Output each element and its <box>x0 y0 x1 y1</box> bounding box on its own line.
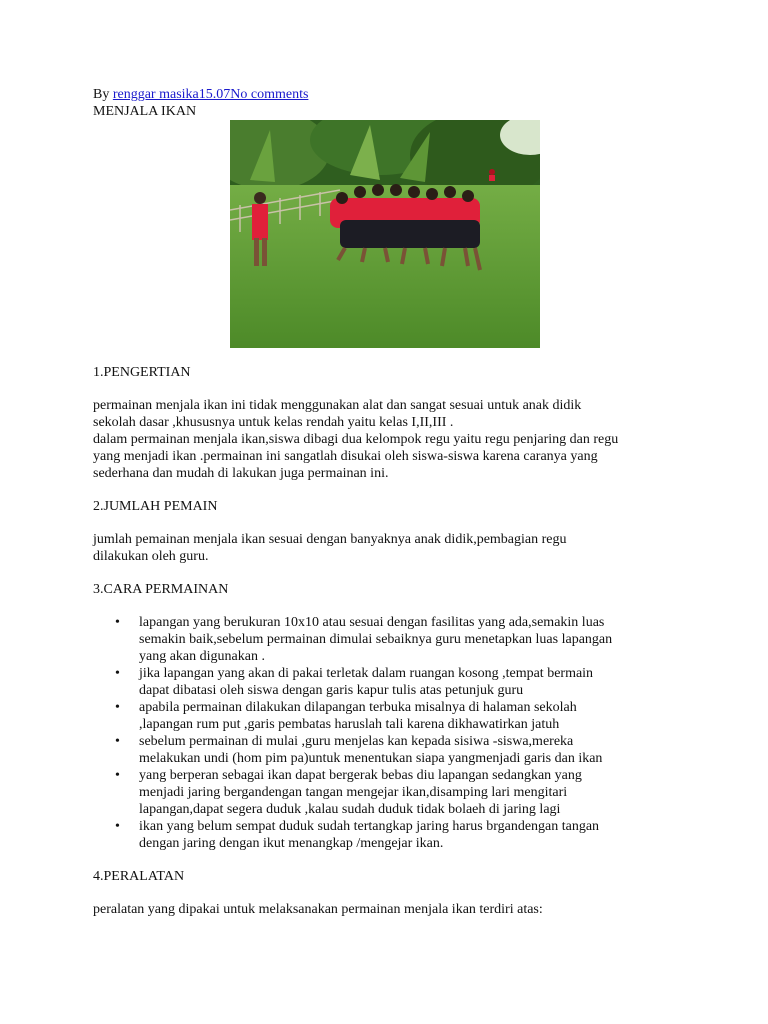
children-playing-photo <box>230 120 540 348</box>
photo-illustration <box>230 120 540 348</box>
article <box>93 86 693 918</box>
list-item-line: sebelum permainan di mulai ,guru menjelas kan kepada sisiwa -siswa,mereka <box>139 734 574 749</box>
paragraph-line: jumlah pemainan menjala ikan sesuai dengan banyaknya anak didik,pembagian regu <box>93 532 567 547</box>
paragraph-line: permainan menjala ikan ini tidak menggunakan alat dan sangat sesuai untuk anak didik <box>93 398 582 413</box>
list-item <box>139 733 693 767</box>
list-item-line: dapat dibatasi oleh siswa dengan garis kapur tulis atas petunjuk guru <box>139 683 524 698</box>
article-title: MENJALA IKAN <box>93 104 197 119</box>
list-item-line: ,lapangan rum put ,garis pembatas haruslah tali karena dikhawatirkan jatuh <box>139 717 560 732</box>
rules-list <box>93 614 693 852</box>
list-item <box>139 767 693 818</box>
list-item-line: apabila permainan dilakukan dilapangan terbuka misalnya di halaman sekolah <box>139 700 577 715</box>
paragraph-line: yang menjadi ikan .permainan ini sangatlah disukai oleh siswa-siswa karena caranya yang <box>93 449 598 464</box>
section-heading: 1.PENGERTIAN <box>93 365 191 380</box>
list-item-line: jika lapangan yang akan di pakai terletak dalam ruangan kosong ,tempat bermain <box>139 666 594 681</box>
list-item <box>139 818 693 852</box>
section-heading: 2.JUMLAH PEMAIN <box>93 499 218 514</box>
section-paragraph <box>93 531 693 565</box>
byline-prefix: By <box>93 87 113 102</box>
list-item-line: semakin baik,sebelum permainan dimulai sebaiknya guru menetapkan luas lapangan <box>139 632 613 647</box>
section-paragraph <box>93 397 693 482</box>
author-link[interactable]: renggar masika15.07No comments <box>112 87 309 102</box>
list-item-line: yang berperan sebagai ikan dapat bergerak bebas diu lapangan sedangkan yang <box>139 768 582 783</box>
paragraph-line: dalam permainan menjala ikan,siswa dibagi dua kelompok regu yaitu regu penjaring dan regu <box>93 432 619 447</box>
paragraph-line: peralatan yang dipakai untuk melaksanakan permainan menjala ikan terdiri atas: <box>93 902 543 917</box>
paragraph-line: sekolah dasar ,khususnya untuk kelas rendah yaitu kelas I,II,III . <box>93 415 454 430</box>
list-item-line: lapangan yang berukuran 10x10 atau sesuai dengan fasilitas yang ada,semakin luas <box>139 615 605 630</box>
list-item-line: menjadi jaring bergandengan tangan mengejar ikan,disamping lari mengitari <box>139 785 568 800</box>
list-item-line: melakukan undi (hom pim pa)untuk menentukan siapa yangmenjadi garis dan ikan <box>139 751 603 766</box>
section-heading: 3.CARA PERMAINAN <box>93 582 229 597</box>
section-heading: 4.PERALATAN <box>93 869 185 884</box>
section-paragraph <box>93 901 693 918</box>
byline <box>93 86 693 103</box>
list-item <box>139 665 693 699</box>
list-item-line: ikan yang belum sempat duduk sudah tertangkap jaring harus brgandengan tangan <box>139 819 600 834</box>
list-item-line: dengan jaring dengan ikut menangkap /mengejar ikan. <box>139 836 444 851</box>
list-item-line: lapangan,dapat segera duduk ,kalau sudah duduk tidak bolaeh di jaring lagi <box>139 802 561 817</box>
list-item <box>139 699 693 733</box>
paragraph-line: dilakukan oleh guru. <box>93 549 209 564</box>
list-item-line: yang akan digunakan . <box>139 649 265 664</box>
list-item <box>139 614 693 665</box>
paragraph-line: sederhana dan mudah di lakukan juga permainan ini. <box>93 466 389 481</box>
